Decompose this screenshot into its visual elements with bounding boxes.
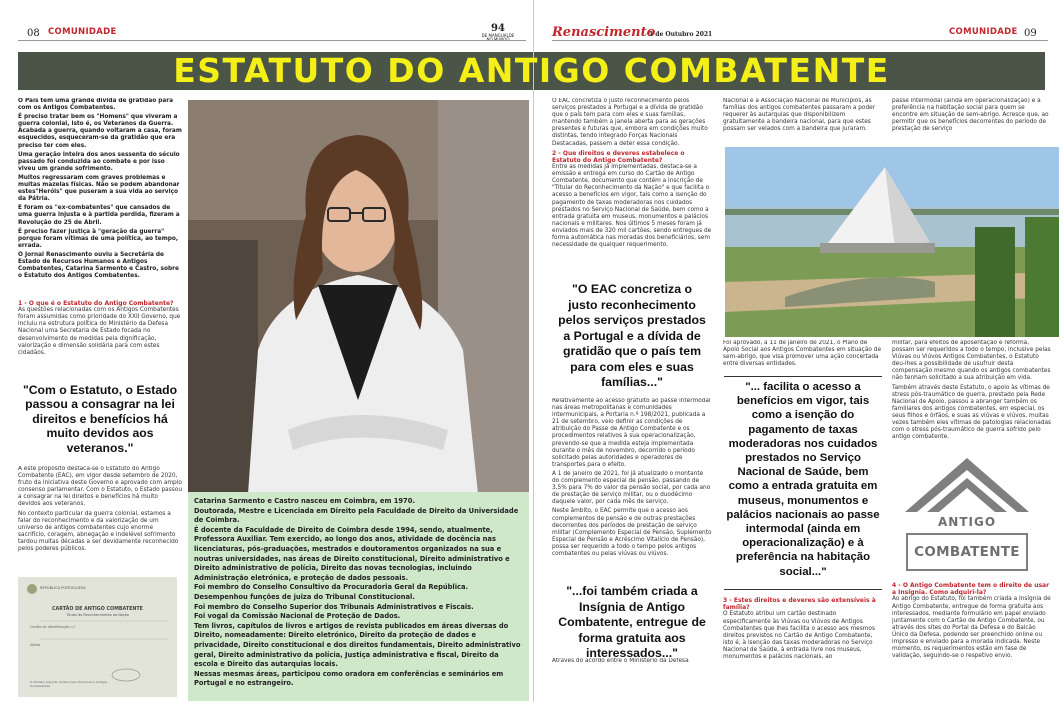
caption-line: Catarina Sarmento e Castro nasceu em Coimbra, em 1970. — [194, 497, 415, 505]
paragraph: Também através deste Estatuto, o apoio às vítimas de stress pós-traumático de guerra, prestado pela Rede Nacional de Apoio, passou a abranger também os familiares dos antigos combatentes, em especial, os seus filhos e órfãos, e suas as viúvas e viúvos, muitas vezes também eles vítimas de patologias relacionadas com o stress pós-traumático de guerra sofrido pelo antigo combatente. — [892, 384, 1052, 441]
section-label-left: COMUNIDADE — [48, 27, 117, 37]
caption-line: Foi membro do Conselho Superior dos Tribunais Administrativos e Fiscais. — [194, 602, 474, 611]
question-2: 2 - Que direitos e deveres estabelece o Estatuto do Antigo Combatente? — [552, 149, 685, 164]
intro-paragraph: O Jornal Renascimento ouviu a Secretária de Estado de Recursos Humanos e Antigos Combatentes, Catarina Sarmento e Castro, sobre o Estatuto dos Antigos Combatentes. — [18, 251, 179, 280]
pull-quote-1: "Com o Estatuto, o Estado passou a consagrar na lei direitos e benefícios há muito devidos aos veteranos." — [22, 383, 178, 455]
caption-line: Nessas mesmas áreas, participou como oradora em conferências e seminários em Portugal e no estrangeiro. — [194, 669, 504, 688]
paragraph: Neste âmbito, o EAC permite que o acesso aos complementos de pensão e de outras prestações decorrentes dos períodos de prestação de serviço militar (Complemento Especial de Pensão, Suplemento Especial de Pensão e Acréscimo Vitalício de Pensão), possa ser requerido a todo o tempo pelos antigos combatentes ou pelas viúvas ou viúvos. — [552, 508, 712, 557]
intro-paragraph: É preciso tratar bem os "Homens" que viveram a guerra colonial, isto é, os Veteranos da Guerra. Acabada a guerra, quando voltaram a casa, foram esquecidos, esqueceram-se da gratidão que era preciso ter com eles. — [18, 114, 182, 149]
intro-paragraph: Uma geração inteira dos anos sessenta do século passado foi conduzida ao combate e por isso viveu um grande sofrimento. — [18, 151, 180, 172]
paragraph: Relativamente ao acesso gratuito ao passe intermodal nas áreas metropolitanas e comunidades intermunicipais, a Portaria n.º 198/2021, publicada a 21 de setembro, veio definir as condições de atribuição do Passe de Antigo Combatente e os procedimentos relativos à sua operacionalização, prevendo-se que a medida esteja implementada durante o mês de novembro, decorrido o período solicitado pelas autoridades e operadores de transportes para o efeito. — [552, 398, 711, 468]
answer-1b-paragraph: A este propósito destaca-se o Estatuto do Antigo Combatente (EAC), em vigor desde setembro de 2020, fruto da iniciativa deste Governo e aprovado com amplo consenso parlamentar. Com o Estatuto, o Estado passou a consagrar na lei direitos e benefícios há muito devidos aos veteranos. — [18, 466, 182, 508]
answer-3: O Estatuto atribui um cartão destinado especificamente às Viúvas ou Viúvos de Antigos Combatentes que lhes facilita o acesso aos mesmos direitos previstos no Cartão de Antigo Combatente, isto é, à isenção das taxas moderadoras no Serviço Nacional de Saúde, à entrada livre nos museus, monumentos e palácios nacionais, ao — [723, 611, 875, 660]
paragraph: Nacional e a Associação Nacional de Municípios, as famílias dos antigos combatentes passaram a poder requerer às autarquias que disponibilizem gratuitamente a bandeira nacional, para que estes possam ser velados com a bandeira que juraram. — [723, 98, 876, 133]
pull-quote-rule-bottom — [724, 589, 882, 590]
question-4: 4 - O Antigo Combatente tem o direito de usar a Insígnia. Como adquiri-la? — [892, 582, 1050, 597]
answer-1a: As questões relacionadas com os Antigos Combatentes foram assumidas como prioridade do XXII Governo, que incluiu na estrutura política do Ministério da Defesa Nacional uma Secretaria de Estado focada no desenvolvimento de medidas pela dignificação, valorização e dimensão solidária para com estes cidadãos. — [18, 307, 181, 356]
paragraph: Através do acordo entre o Ministério da Defesa — [552, 658, 689, 664]
right-column-1-top — [552, 98, 712, 276]
right-page — [533, 0, 1063, 702]
right-column-1-mid — [552, 398, 712, 578]
card-footer: O Ministro Adjunto de Recursos Humanos e Antigos Combatentes — [30, 680, 108, 688]
portrait-photo — [188, 100, 529, 494]
answer-4: Ao abrigo do Estatuto, foi também criada a Insígnia de Antigo Combatente, entregue de forma gratuita aos interessados, mediante formulário em papel enviado juntamente com o Cartão de Antigo Combatente, ou através dos sites do Portal da Defesa e do Balcão Único da Defesa, podendo ser preenchido online ou impresso e enviado para a morada indicada. Neste momento, os requerimentos estão em fase de validação, seguindo-se o respetivo envio. — [892, 596, 1051, 660]
logo-line-1: ANTIGO — [937, 515, 997, 529]
card-field-1: Cartão de Identificação n.º — [30, 625, 76, 629]
monument-image — [725, 147, 1059, 337]
page-number-right: 09 — [1024, 28, 1037, 39]
caption-line: Tem livros, capítulos de livros e artigos de revista publicados em áreas diversas do Direito, nomeadamente: Direito eletrónico, Direito da proteção de dados e privacidade, Direito constitucional e dos direitos fundamentais, Direito administrativo geral, Direito administrativo da polícia, Justiça administrativa e fiscal, Direito da escola e Direito das autarquias locais. — [194, 621, 521, 669]
antigo-combatente-logo — [903, 456, 1031, 574]
pull-quote-2: "O EAC concretiza o justo reconhecimento pelos serviços prestados a Portugal e a dívida de gratidão que o país tem para com eles e suas famílias..." — [558, 282, 706, 389]
paragraph: militar, para efeitos de aposentação e reforma, possam ser requeridos a todo o tempo, inclusive pelas Viúvas ou Viúvos Antigos Combatentes, o Estatuto deu-lhes a possibilidade de usufruir desta compensação mesmo quando os antigos combatentes não tenham solicitado a sua atribuição em vida. — [892, 340, 1051, 382]
right-column-2-mid — [723, 340, 883, 376]
pull-quote-4: "... facilita o acesso a benefícios em vigor, tais como a isenção do pagamento de taxas moderadoras nos cuidados prestados no Serviço Nacional de Saúde, bem como a entrada gratuita em museus, monumentos e palácios nacionais ao passe intermodal (ainda em operacionalização) e à preferência na habitação social..." — [726, 381, 880, 578]
page-number-left: 08 — [27, 28, 40, 39]
intro-paragraph: É preciso fazer justiça à "geração da guerra" porque foram vítimas de uma política, ao tempo, errada. — [18, 228, 179, 249]
intro-paragraph: O País tem uma grande dívida de gratidão para com os Antigos Combatentes. — [18, 98, 174, 112]
pull-quote-rule-top — [724, 376, 882, 377]
right-column-2-top — [723, 98, 883, 140]
caption-line: Desempenhou funções de juiza do Tribunal Constitucional. — [194, 592, 415, 601]
header-rule-right — [552, 40, 1048, 41]
paragraph: Foi aprovado, a 11 de janeiro de 2021, o Plano de Apoio Social aos Antigos Combatentes em situação de sem-abrigo, que visa promover uma ação concertada entre diversas entidades. — [723, 340, 882, 368]
card-subtitle: Titular do Reconhecimento da Nação — [66, 613, 129, 617]
q1-block — [18, 298, 182, 378]
caption-line: Foi vogal da Comissão Nacional de Proteção de Dados. — [194, 612, 401, 621]
right-column-1-bottom — [552, 658, 712, 672]
paragraph: A 1 de janeiro de 2021, foi já atualizado o montante do complemento especial de pensão, passando de 3,5% para 7% do valor da pensão social, por cada ano de prestação de serviço militar, ou o duodécimo daquele valor, por cada mês de serviço. — [552, 470, 711, 506]
answer-1b-block — [18, 466, 182, 574]
right-header — [534, 0, 1063, 40]
paragraph: passe intermodal (ainda em operacionalização) e à preferência na habitação social para quem se encontre em situação de sem-abrigo. Acresce que, ao permitir que os benefícios decorrentes do período de prestação de serviço — [892, 98, 1049, 133]
left-header — [0, 0, 533, 40]
right-column-3-mid — [892, 340, 1052, 452]
caption-line: Doutorada, Mestre e Licenciada em Direito pela Faculdade de Direito da Universidade de Coimbra. — [194, 506, 519, 525]
intro-paragraph: Muitos regressaram com graves problemas e muitas mazelas físicas. Não se podem abandonar estes"Heróis" que puseram a sua vida ao serviço da Pátria. — [18, 174, 180, 203]
logo-94: 94 DE MANGUALDE — [481, 23, 515, 38]
answer-1b-paragraph: No contexto particular da guerra colonial, estamos a falar do reconhecimento e da valorização de um universo de antigos combatentes cujo enorme sacrifício, coragem, abnegação e indelével sofrimento tardou muitas décadas a ser devidamente reconhecido pelos poderes públicos. — [18, 510, 179, 553]
intro-column — [18, 98, 182, 310]
logo-line-2: COMBATENTE — [914, 544, 1020, 560]
question-3: 3 - Estes direitos e deveres são extensíveis à família? — [723, 597, 876, 612]
issue-date: 1 de Outubro 2021 — [649, 31, 713, 38]
right-column-3-top — [892, 98, 1052, 148]
right-column-2-bottom — [723, 595, 883, 675]
question-1: 1 - O que é o Estatuto do Antigo Combatente? — [18, 300, 174, 307]
headline: ESTATUTO DO ANTIGO COMBATENTE — [173, 52, 890, 90]
card-title: CARTÃO DE ANTIGO COMBATENTE — [52, 607, 143, 612]
caption-line: Foi membro do Conselho Consultivo da Procuradoria Geral da República. — [194, 583, 469, 592]
masthead: Renascimento — [552, 25, 656, 40]
card-field-2: Válido — [30, 643, 41, 647]
portrait-image — [188, 100, 529, 494]
right-column-3-bottom — [892, 580, 1052, 695]
card-document-icon — [18, 577, 177, 697]
monument-photo — [725, 147, 1059, 337]
paragraph: O EAC concretiza o justo reconhecimento pelos serviços prestados a Portugal e a dívida de gratidão que o país tem para com eles e suas famílias, mantendo também a janela aberta para as gerações presentes e futuras que, embora em condições muito distintas, tendo integrado Forças Nacionais Destacadas, passem a deter essa condição. — [552, 98, 708, 147]
pull-quote-3: "...foi também criada a Insígnia de Antigo Combatente, entregue de forma gratuita aos interessados..." — [558, 584, 706, 660]
intro-paragraph: E foram os "ex-combatentes" que cansados de uma guerra injusta e à partida perdida, fizeram a Revolução do 25 de Abril. — [18, 205, 180, 226]
caption-line: É docente da Faculdade de Direito de Coimbra desde 1994, sendo, atualmente, Professora Auxiliar. Tem exercido, ao longo dos anos, atividade de docência nas licenciaturas, pós-graduações, mestrados e doutoramentos organizados na sua e noutras universidades, nas áreas de Direito constitucional, Direito administrativo e Direito administrativo de polícia, Direito das novas tecnologias, incluindo Administração eletrónica, e proteção de dados pessoais. — [194, 525, 510, 582]
card-top-line: REPÚBLICA PORTUGUESA — [40, 586, 86, 590]
header-rule-left — [18, 40, 526, 41]
bio-caption — [188, 492, 529, 701]
combatant-card-photo — [18, 577, 177, 697]
answer-2: Entre as medidas já implementadas, destaca-se a emissão e entrega em curso do Cartão de Antigo Combatente, documento que contém a inscrição de "Titular do Reconhecimento da Nação" e que facilita o acesso a benefícios em vigor, tais como a isenção do pagamento de taxas moderadoras nos cuidados prestados no Serviço Nacional de Saúde, bem como a entrada gratuita em museus, monumentos e palácios nacionais e militares. Nos últimos 5 meses foram já enviados mais de 320 mil cartões, sendo entregues de forma automática nas moradas dos beneficiários, sem necessidade de qualquer requerimento. — [552, 164, 712, 249]
section-label-right: COMUNIDADE — [949, 27, 1018, 37]
